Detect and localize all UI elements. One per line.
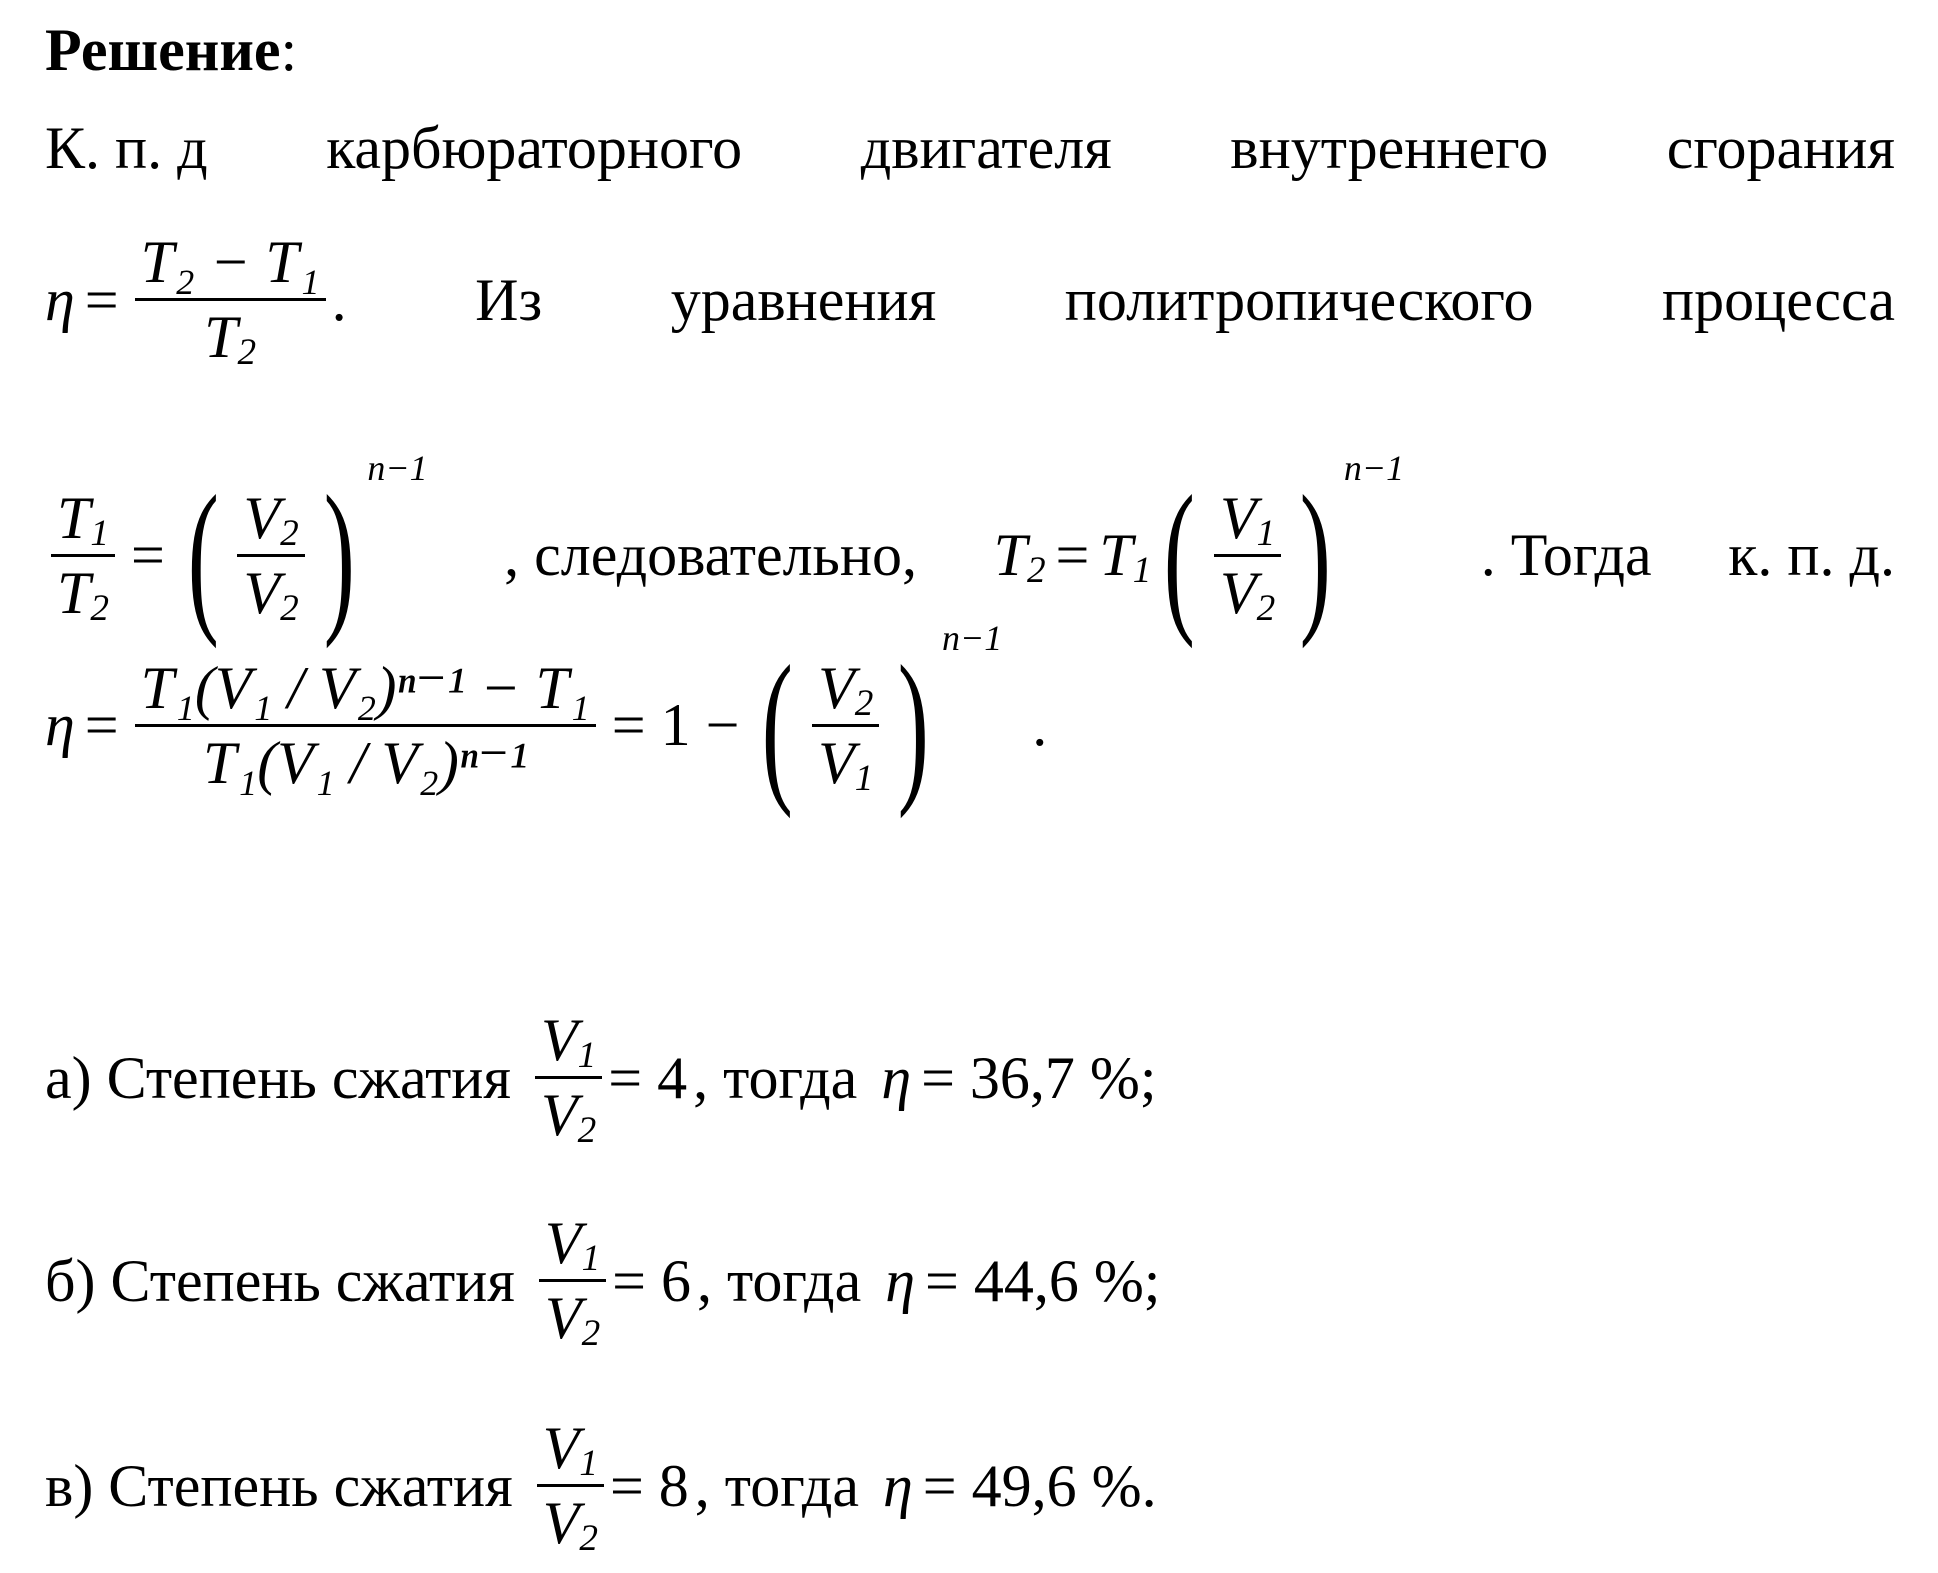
- definition-word: процесса: [1662, 266, 1895, 333]
- variable-V: V: [818, 729, 855, 796]
- exponent: n−1: [367, 448, 428, 488]
- variable-V: V: [243, 559, 281, 626]
- subscript: 2: [1026, 550, 1046, 592]
- case-c: [45, 1415, 1157, 1560]
- intro-word: К. п. д: [45, 115, 208, 181]
- subscript: 1: [581, 1238, 601, 1280]
- fraction-numerator: [537, 1415, 604, 1487]
- heading-text: Решение: [45, 17, 281, 83]
- right-paren: ): [898, 631, 930, 819]
- variable-T1: [1099, 522, 1152, 592]
- variable-T2: [993, 522, 1046, 592]
- fraction-denominator: T₁(V₁ / V₂)ⁿ⁻¹: [202, 729, 528, 796]
- variable-V: V: [542, 1490, 580, 1556]
- fraction-denominator: [51, 557, 115, 629]
- solution-heading: [45, 17, 298, 83]
- equals-sign: =: [130, 522, 165, 588]
- consequently-text: , следовательно,: [504, 522, 917, 588]
- then-text: , тогда: [694, 1452, 860, 1519]
- volume-ratio: [237, 484, 304, 629]
- subscript: 1: [1132, 550, 1152, 592]
- fraction-numerator: [51, 484, 115, 557]
- fraction-denominator: [535, 1079, 602, 1152]
- right-paren: ): [323, 461, 355, 649]
- ratio-value: = 8: [609, 1452, 689, 1519]
- variable-T: T: [1099, 522, 1133, 588]
- one-minus: = 1 −: [611, 692, 740, 758]
- volume-ratio: [812, 654, 879, 799]
- subscript: 1: [1256, 512, 1276, 554]
- case-prefix: в) Степень сжатия: [45, 1452, 513, 1519]
- variable-T: T: [204, 304, 238, 370]
- fraction-denominator: [537, 1487, 604, 1560]
- subscript: 2: [854, 682, 874, 724]
- fraction-numerator: T₁(V₁ / V₂)ⁿ⁻¹ − T₁: [135, 658, 596, 727]
- left-paren: (: [1164, 461, 1196, 649]
- variable-T: T: [57, 484, 91, 551]
- variable-V: V: [542, 1415, 580, 1481]
- fraction-numerator: [1214, 484, 1281, 557]
- subscript: 2: [579, 1518, 598, 1560]
- subscript: 2: [280, 512, 299, 554]
- compression-ratio: [537, 1415, 604, 1560]
- intro-word: двигателя: [860, 115, 1112, 181]
- fraction-numerator: T₂ − T₁: [135, 232, 326, 301]
- volume-ratio: [1214, 484, 1281, 629]
- variable-T: T: [57, 559, 91, 626]
- period: .: [331, 266, 347, 333]
- eta-definition-line: [45, 229, 1895, 374]
- ratio-value: = 6: [612, 1247, 691, 1314]
- variable-V: V: [544, 1285, 582, 1351]
- subscript: 2: [237, 332, 257, 374]
- intro-word: внутреннего: [1230, 115, 1549, 181]
- polytropic-line: [45, 448, 1895, 649]
- polytropic-relation: [45, 448, 428, 649]
- temperature-relation: [993, 448, 1405, 649]
- efficiency-fraction: [135, 654, 596, 796]
- subscript: 2: [280, 587, 299, 629]
- definition-word: Из: [475, 266, 543, 333]
- fraction-numerator: [812, 654, 879, 727]
- equals-sign: =: [1055, 522, 1090, 588]
- fraction-denominator: [237, 557, 304, 629]
- variable-V: V: [541, 1007, 578, 1073]
- compression-ratio: [539, 1210, 606, 1355]
- definition-word: уравнения: [670, 266, 937, 333]
- subscript: 1: [579, 1443, 598, 1485]
- eta-symbol: η: [883, 1452, 913, 1519]
- compression-ratio: [535, 1007, 602, 1152]
- efficiency-fraction: [135, 229, 326, 374]
- temperature-ratio: [51, 484, 115, 629]
- case-prefix: б) Степень сжатия: [45, 1247, 515, 1314]
- fraction-numerator: [535, 1007, 602, 1079]
- eta-symbol: η: [885, 1247, 915, 1314]
- subscript: 2: [577, 1110, 597, 1152]
- fraction-denominator: [539, 1282, 606, 1355]
- left-paren: (: [762, 631, 794, 819]
- then-text: , тогда: [693, 1044, 858, 1111]
- variable-V: V: [1219, 559, 1257, 626]
- definition-word: политропического: [1064, 266, 1534, 333]
- efficiency-derivation-line: [45, 618, 1048, 819]
- eta-symbol: η: [881, 1044, 912, 1111]
- variable-V: V: [1219, 484, 1257, 551]
- equals-sign: =: [84, 266, 119, 333]
- equals-sign: =: [84, 692, 119, 758]
- subscript: 1: [90, 512, 109, 554]
- right-paren: ): [1299, 461, 1332, 649]
- eta-symbol: η: [45, 692, 75, 758]
- eta-symbol: η: [45, 266, 75, 333]
- period: .: [1032, 692, 1048, 758]
- variable-V: V: [818, 654, 855, 721]
- fraction-numerator: [539, 1210, 606, 1282]
- case-b: [45, 1210, 1161, 1355]
- subscript: 1: [577, 1035, 597, 1077]
- efficiency-result: = 44,6 %;: [924, 1247, 1161, 1314]
- variable-V: V: [544, 1210, 582, 1276]
- eta-definition-formula: [45, 229, 347, 374]
- efficiency-result: = 49,6 %.: [922, 1452, 1157, 1519]
- case-prefix: а) Степень сжатия: [45, 1044, 511, 1111]
- subscript: 2: [1256, 587, 1276, 629]
- subscript: 2: [90, 587, 109, 629]
- left-paren: (: [187, 461, 219, 649]
- subscript: 2: [581, 1313, 601, 1355]
- fraction-denominator: [1214, 557, 1281, 629]
- case-a: [45, 1007, 1157, 1152]
- exponent: n−1: [941, 618, 1003, 658]
- intro-word: сгорания: [1666, 115, 1895, 181]
- exponent: n−1: [1343, 448, 1405, 488]
- intro-word: карбюраторного: [326, 115, 743, 181]
- efficiency-result: = 36,7 %;: [921, 1044, 1157, 1111]
- ratio-value: = 4: [608, 1044, 688, 1111]
- variable-V: V: [541, 1082, 578, 1148]
- fraction-denominator: [812, 727, 879, 799]
- heading-colon: :: [280, 17, 298, 83]
- fraction-denominator: [198, 301, 262, 374]
- intro-line: [45, 115, 1895, 181]
- then-text: , тогда: [697, 1247, 862, 1314]
- variable-V: V: [243, 484, 281, 551]
- efficiency-abbrev: к. п. д.: [1728, 522, 1895, 588]
- then-text: . Тогда: [1480, 522, 1652, 588]
- variable-T: T: [993, 522, 1027, 588]
- fraction-numerator: [237, 484, 304, 557]
- subscript: 1: [854, 757, 874, 799]
